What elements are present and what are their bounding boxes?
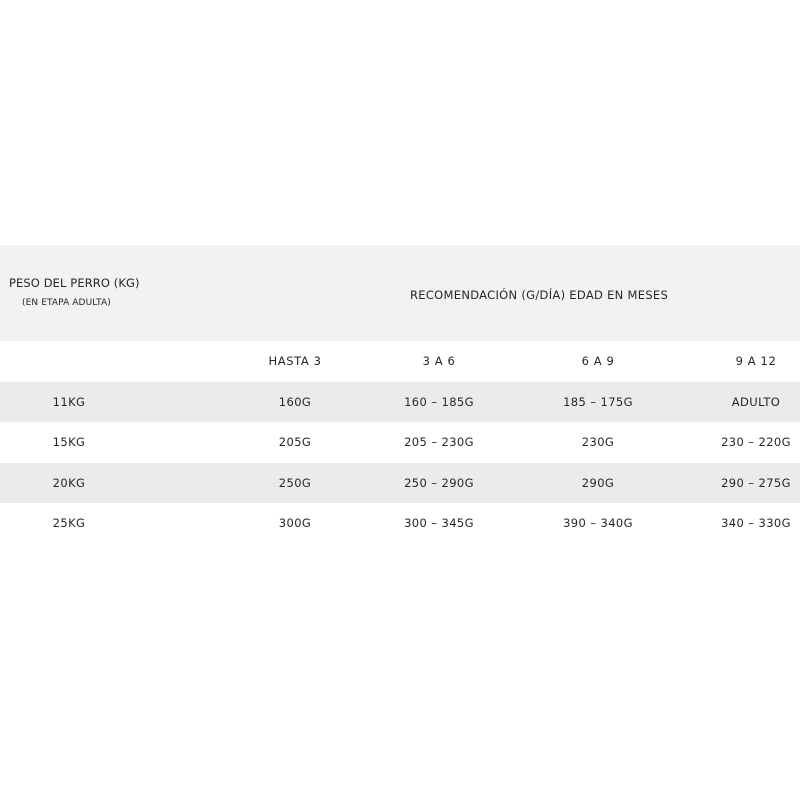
- table-cell: 250G: [278, 475, 312, 490]
- table-cell: 205 – 230G: [404, 435, 474, 450]
- table-row: [0, 503, 800, 544]
- table-cell: 185 – 175G: [563, 394, 633, 409]
- weight-cell: 25KG: [52, 516, 86, 531]
- table-cell: 160G: [278, 394, 312, 409]
- table-header: [0, 245, 800, 341]
- weight-cell: 11KG: [52, 394, 86, 409]
- table-row: [0, 382, 800, 423]
- table-cell: 160 – 185G: [404, 394, 474, 409]
- table-cell: 250 – 290G: [404, 475, 474, 490]
- table-cell: 300G: [278, 516, 312, 531]
- column-header-9-a-12: 9 A 12: [735, 354, 777, 369]
- weight-column-title: PESO DEL PERRO (KG): [9, 276, 140, 290]
- column-header-hasta-3: HASTA 3: [268, 354, 322, 369]
- table-cell: 205G: [278, 435, 312, 450]
- table-cell: 230 – 220G: [721, 435, 791, 450]
- feeding-table: [0, 245, 800, 544]
- weight-cell: 20KG: [52, 475, 86, 490]
- recommendation-title: RECOMENDACIÓN (G/DÍA) EDAD EN MESES: [410, 288, 669, 302]
- table-cell: 340 – 330G: [721, 516, 791, 531]
- weight-cell: 15KG: [52, 435, 86, 450]
- table-cell: 390 – 340G: [563, 516, 633, 531]
- table-row: [0, 422, 800, 463]
- column-header-3-a-6: 3 A 6: [422, 354, 456, 369]
- table-cell: 300 – 345G: [404, 516, 474, 531]
- table-cell: 230G: [581, 435, 615, 450]
- table-cell: ADULTO: [731, 394, 781, 409]
- table-cell: 290 – 275G: [721, 475, 791, 490]
- table-row: [0, 463, 800, 504]
- weight-column-subtitle: (EN ETAPA ADULTA): [22, 298, 111, 308]
- column-header-6-a-9: 6 A 9: [581, 354, 615, 369]
- column-header-row: [0, 341, 800, 382]
- table-cell: 290G: [581, 475, 615, 490]
